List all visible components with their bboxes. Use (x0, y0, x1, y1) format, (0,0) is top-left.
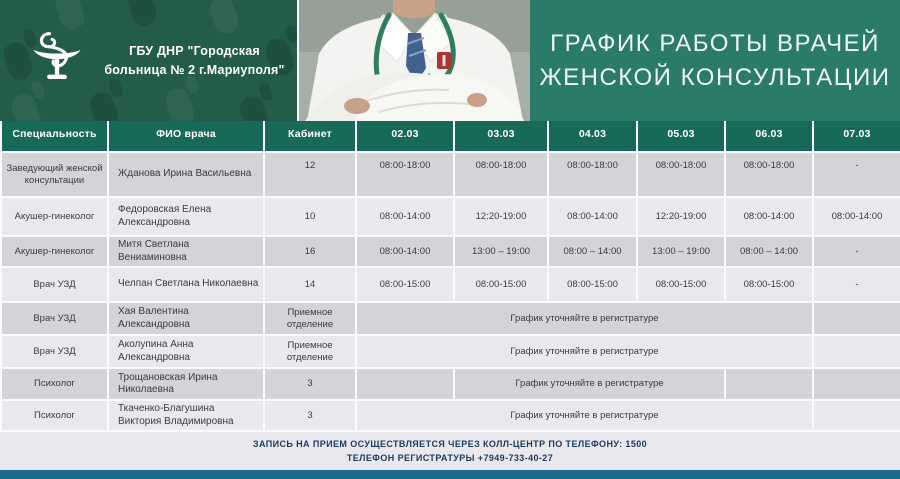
time-cell: 13:00 – 19:00 (454, 236, 548, 267)
time-cell: 08:00-15:00 (548, 267, 637, 302)
time-cell (813, 302, 900, 335)
time-cell: 08:00-15:00 (637, 267, 725, 302)
table-head-row (1, 121, 900, 152)
time-cell: 12:20-19:00 (637, 197, 725, 236)
pattern-glyph (9, 91, 44, 121)
note-cell: График уточняйте в регистратуре (356, 302, 813, 335)
time-cell (813, 335, 900, 368)
time-cell: 08:00-14:00 (813, 197, 900, 236)
cabinet-cell: 3 (264, 400, 356, 431)
table-row (1, 267, 900, 302)
name-cell: Жданова Ирина Васильевна (108, 152, 264, 197)
time-cell: 08:00-18:00 (725, 152, 813, 197)
title-panel (530, 0, 900, 121)
time-cell: - (813, 267, 900, 302)
pattern-glyph (207, 0, 242, 37)
time-cell: 08:00 – 14:00 (725, 236, 813, 267)
table-row (1, 152, 900, 197)
table-row (1, 302, 900, 335)
hygieia-bowl-snake-icon (26, 28, 88, 94)
name-cell: Ткаченко-Благушина Виктория Владимировна (108, 400, 264, 431)
time-cell: 08:00-14:00 (356, 197, 454, 236)
cabinet-cell: Приемное отделение (264, 335, 356, 368)
table-row (1, 368, 900, 400)
note-cell: График уточняйте в регистратуре (454, 368, 725, 400)
name-cell: Челпан Светлана Николаевна (108, 267, 264, 302)
note-cell: График уточняйте в регистратуре (356, 335, 813, 368)
column-header: 06.03 (725, 121, 813, 152)
cabinet-cell: 14 (264, 267, 356, 302)
cabinet-cell: Приемное отделение (264, 302, 356, 335)
title-line-1: ГРАФИК РАБОТЫ ВРАЧЕЙ (550, 29, 880, 57)
column-header: ФИО врача (108, 121, 264, 152)
table-row (1, 335, 900, 368)
pattern-glyph (237, 93, 272, 121)
time-cell: 08:00-14:00 (725, 197, 813, 236)
specialty-cell: Врач УЗД (1, 335, 108, 368)
time-cell: 08:00-18:00 (637, 152, 725, 197)
column-header: Специальность (1, 121, 108, 152)
schedule-table (0, 121, 900, 432)
time-cell (813, 368, 900, 400)
time-cell: 12:20-19:00 (454, 197, 548, 236)
specialty-cell: Врач УЗД (1, 267, 108, 302)
table-body (1, 152, 900, 431)
footer-registry-phone-line: ТЕЛЕФОН РЕГИСТРАТУРЫ +7949-733-40-27 (346, 453, 554, 463)
time-cell: 08:00-18:00 (548, 152, 637, 197)
table-row (1, 197, 900, 236)
time-cell (725, 368, 813, 400)
time-cell: 08:00-14:00 (356, 236, 454, 267)
name-cell: Аколупина Анна Александровна (108, 335, 264, 368)
specialty-cell: Врач УЗД (1, 302, 108, 335)
pattern-glyph (163, 85, 198, 121)
brand-panel (0, 0, 297, 121)
cabinet-cell: 16 (264, 236, 356, 267)
time-cell: 08:00-14:00 (548, 197, 637, 236)
time-cell: 08:00-15:00 (725, 267, 813, 302)
table-row (1, 236, 900, 267)
header (0, 0, 900, 121)
footer-note (0, 432, 900, 470)
name-cell: Хая Валентина Александровна (108, 302, 264, 335)
time-cell: 08:00 – 14:00 (548, 236, 637, 267)
column-header: Кабинет (264, 121, 356, 152)
time-cell: 08:00-18:00 (356, 152, 454, 197)
specialty-cell: Акушер-гинеколог (1, 197, 108, 236)
time-cell: 08:00-18:00 (454, 152, 548, 197)
cabinet-cell: 3 (264, 368, 356, 400)
footer-call-center-line: ЗАПИСЬ НА ПРИЕМ ОСУЩЕСТВЛЯЕТСЯ ЧЕРЕЗ КОЛЛ-ЦЕНТР ПО ТЕЛЕФОНУ: 1500 (252, 439, 648, 449)
time-cell: 13:00 – 19:00 (637, 236, 725, 267)
cabinet-cell: 10 (264, 197, 356, 236)
time-cell: 08:00-15:00 (454, 267, 548, 302)
specialty-cell: Психолог (1, 368, 108, 400)
pattern-glyph (87, 89, 122, 121)
pattern-glyph (125, 0, 160, 29)
time-cell (356, 368, 454, 400)
bottom-accent-bar (0, 470, 900, 479)
note-cell: График уточняйте в регистратуре (356, 400, 813, 431)
column-header: 02.03 (356, 121, 454, 152)
page-title (539, 27, 890, 94)
title-line-2: ЖЕНСКОЙ КОНСУЛЬТАЦИИ (539, 63, 891, 91)
specialty-cell: Заведующий женской консультации (1, 152, 108, 197)
column-header: 03.03 (454, 121, 548, 152)
time-cell (813, 400, 900, 431)
column-header: 04.03 (548, 121, 637, 152)
time-cell: - (813, 152, 900, 197)
doctor-photo-illustration (299, 0, 530, 121)
name-cell: Федоровская Елена Александровна (108, 197, 264, 236)
cabinet-cell: 12 (264, 152, 356, 197)
time-cell: - (813, 236, 900, 267)
doctor-photo (297, 0, 530, 121)
specialty-cell: Акушер-гинеколог (1, 236, 108, 267)
name-cell: Трощановская Ирина Николаевна (108, 368, 264, 400)
table-row (1, 400, 900, 431)
time-cell: 08:00-15:00 (356, 267, 454, 302)
column-header: 05.03 (637, 121, 725, 152)
specialty-cell: Психолог (1, 400, 108, 431)
brand-name: ГБУ ДНР "Городская больница № 2 г.Мариуполя" (104, 43, 285, 77)
column-header: 07.03 (813, 121, 900, 152)
name-cell: Митя Светлана Вениаминовна (108, 236, 264, 267)
